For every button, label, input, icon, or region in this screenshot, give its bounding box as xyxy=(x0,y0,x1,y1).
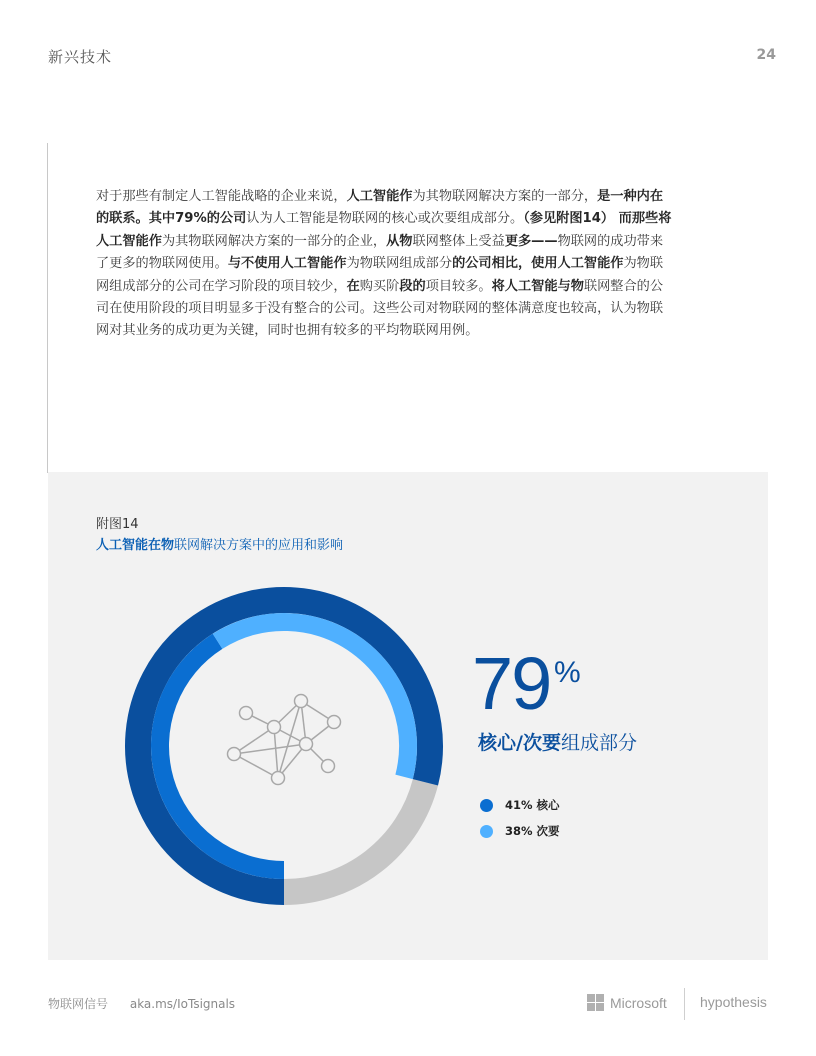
paragraph-run: 对于那些有制定人工智能战略的企业来说， xyxy=(96,189,347,204)
vertical-rule xyxy=(47,143,48,473)
big-percentage: 79 xyxy=(472,642,551,725)
chart-legend xyxy=(480,792,560,844)
footer-title: 物联网信号 xyxy=(48,997,109,1011)
section-title: 新兴技术 xyxy=(48,48,113,66)
paragraph-run: 的公司相比，使用人工智能作 xyxy=(452,256,624,272)
paragraph-run: 与不使用人工智能作 xyxy=(227,256,347,272)
paragraph-run: 是一种内在的联系。其中79%的公司 xyxy=(96,189,664,227)
legend-dot-secondary xyxy=(480,825,493,838)
legend-item-secondary xyxy=(480,818,560,844)
microsoft-wordmark: Microsoft xyxy=(610,994,667,1011)
legend-dot-core xyxy=(480,799,493,812)
figure-caption xyxy=(478,728,637,755)
paragraph-run: 认为人工智能是物联网的核心或次要组成部分。 xyxy=(246,211,524,227)
microsoft-squares-icon xyxy=(587,994,604,1011)
paragraph-run: 人工智能作 xyxy=(346,189,413,204)
footer-url[interactable]: aka.ms/IoTsignals xyxy=(129,997,236,1011)
footer-left xyxy=(48,995,253,1012)
paragraph-run: 联网整体上受益 xyxy=(412,233,505,249)
figure-label: 附图14 xyxy=(96,517,139,532)
caption-rest: 组成部分 xyxy=(560,732,637,754)
paragraph-run: 为物联网组成部分的公司在学习阶段的项目较少， xyxy=(96,256,664,294)
paragraph-run: 这些公司对物联网的整体满意度也较高，认为物联网对其业务的成功更为关键，同时也拥有较多的平均物联网用例。 xyxy=(96,301,664,339)
paragraph-run: 为其物联网解决方案的一部分的企业， xyxy=(161,233,387,249)
paragraph-run: 为物联网组成部分 xyxy=(346,256,453,272)
hypothesis-logo: hypothesis xyxy=(700,994,767,1010)
paragraph-run: 购买阶 xyxy=(359,278,400,294)
figure-panel xyxy=(48,472,768,960)
page-number: 24 xyxy=(756,47,776,63)
legend-label-core: 41% 核心 xyxy=(505,798,560,812)
paragraph-run: 联网整合的公司在使用阶段的项目明显多于没有整合的公司。 xyxy=(96,278,664,317)
paragraph-run: 从物 xyxy=(386,233,413,249)
caption-bold: 核心/次要 xyxy=(478,732,561,754)
donut-chart xyxy=(124,586,444,906)
legend-item-core xyxy=(480,792,560,818)
paragraph-run: 项目较多。 xyxy=(425,278,492,294)
paragraph-run: 为其物联网解决方案的一部分， xyxy=(412,189,598,204)
body-paragraph xyxy=(96,186,676,343)
percent-sign: % xyxy=(554,656,581,689)
figure-title-bold: 人工智能在物 xyxy=(96,538,175,553)
donut-remainder xyxy=(284,782,425,892)
figure-title xyxy=(96,534,343,553)
figure-title-rest: 联网解决方案中的应用和影响 xyxy=(174,538,344,553)
legend-label-secondary: 38% 次要 xyxy=(505,824,560,838)
paragraph-run: （参见附图14） 而那些将人工智能作 xyxy=(96,211,672,249)
paragraph-run: 将人工智能与物 xyxy=(491,278,584,294)
paragraph-run: 段的 xyxy=(399,278,426,294)
microsoft-logo xyxy=(587,994,667,1011)
paragraph-run: 更多—— xyxy=(504,233,558,249)
paragraph-run: 在 xyxy=(346,278,360,294)
footer-divider xyxy=(684,988,685,1020)
paragraph-run: 物联网的成功带来了更多的物联网使用。 xyxy=(96,233,664,272)
network-icon xyxy=(228,695,341,785)
